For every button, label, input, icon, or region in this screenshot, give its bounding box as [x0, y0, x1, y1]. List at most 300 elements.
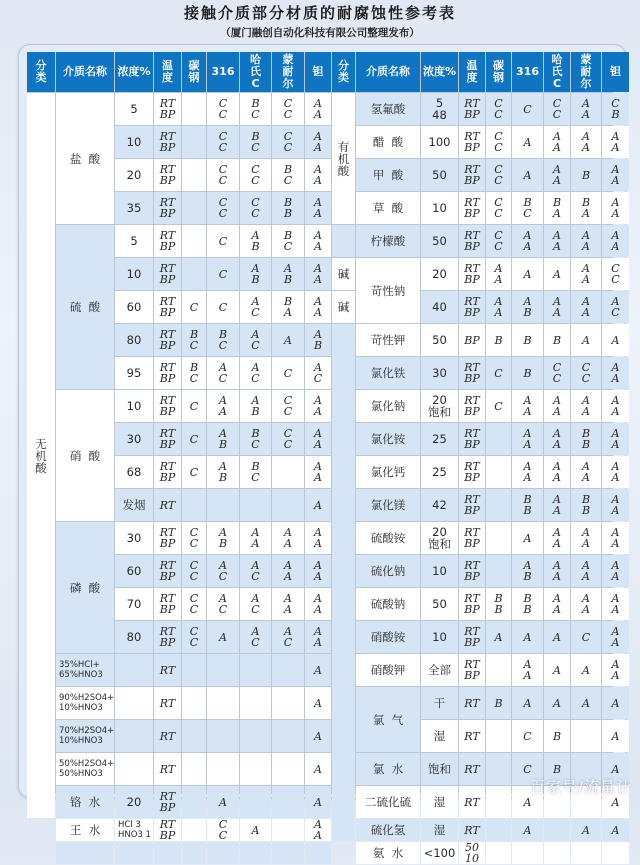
rating-cell: A A	[305, 456, 331, 488]
concentration-cell: 10	[115, 390, 153, 422]
rating-cell: B A	[571, 192, 601, 224]
rating-cell: C C	[486, 192, 511, 224]
concentration-cell: 20	[115, 159, 153, 191]
rating-cell	[486, 654, 511, 686]
rating-cell: RT	[154, 753, 181, 785]
rating-cell: A	[305, 687, 331, 719]
rating-cell: A C	[240, 357, 271, 389]
concentration-cell: 30	[421, 357, 458, 389]
rating-cell: RT BP	[459, 390, 485, 422]
medium-name: 盐 酸	[56, 93, 114, 224]
category-spacer	[332, 225, 355, 257]
rating-cell: A	[544, 654, 570, 686]
rating-cell: A C	[207, 588, 239, 620]
rating-cell: B B	[512, 489, 543, 521]
rating-cell: RT	[154, 489, 181, 521]
rating-cell: C C	[486, 126, 511, 158]
concentration-cell: 10	[115, 258, 153, 290]
rating-cell: C C	[272, 390, 304, 422]
left-header-cell: 哈 氏 C	[240, 52, 271, 92]
rating-cell: A A	[544, 522, 570, 554]
rating-cell: A	[544, 258, 570, 290]
rating-cell: A	[512, 786, 543, 818]
rating-cell: B C	[182, 324, 206, 356]
concentration-cell: 干	[421, 687, 458, 719]
rating-cell: RT BP	[154, 555, 181, 587]
rating-cell: C	[182, 291, 206, 323]
rating-cell: A	[571, 654, 601, 686]
rating-cell	[240, 753, 271, 785]
rating-cell: C C	[272, 93, 304, 125]
medium-name: 氯化铁	[356, 357, 420, 389]
left-header-cell: 蒙 耐 尔	[272, 52, 304, 92]
rating-cell: C C	[240, 159, 271, 191]
rating-cell: A A	[602, 456, 629, 488]
medium-name: 苛性钠	[356, 258, 420, 323]
rating-cell: RT	[154, 654, 181, 686]
concentration-cell: 68	[115, 456, 153, 488]
rating-cell: B B	[512, 588, 543, 620]
concentration-cell: 30	[115, 522, 153, 554]
rating-cell: A A	[272, 588, 304, 620]
concentration-cell: 5	[115, 93, 153, 125]
rating-cell: B C	[272, 225, 304, 257]
rating-cell	[182, 258, 206, 290]
rating-cell: BP	[459, 324, 485, 356]
concentration-cell: <100	[421, 842, 458, 864]
concentration-cell: 湿	[421, 720, 458, 752]
concentration-cell: 20	[421, 258, 458, 290]
rating-cell: C	[272, 357, 304, 389]
concentration-cell	[115, 842, 153, 864]
rating-cell	[486, 819, 511, 841]
left-header-cell: 温 度	[154, 52, 181, 92]
rating-cell: C C	[272, 126, 304, 158]
medium-name: 甲 酸	[356, 159, 420, 191]
medium-name: 草 酸	[356, 192, 420, 224]
rating-cell: A A	[602, 357, 629, 389]
rating-cell: C	[182, 456, 206, 488]
rating-cell: B C	[207, 324, 239, 356]
rating-cell: A A	[544, 489, 570, 521]
rating-cell: RT BP	[154, 126, 181, 158]
concentration-cell: 25	[421, 456, 458, 488]
rating-cell: A A	[512, 654, 543, 686]
rating-cell: A	[512, 159, 543, 191]
rating-cell: B B	[486, 588, 511, 620]
rating-cell: C	[571, 621, 601, 653]
category-spacer	[332, 324, 355, 841]
rating-cell: A A	[486, 258, 511, 290]
concentration-cell: 5	[115, 225, 153, 257]
rating-cell	[272, 687, 304, 719]
rating-cell: C C	[182, 588, 206, 620]
rating-cell: A A	[544, 555, 570, 587]
rating-cell: A A	[305, 159, 331, 191]
rating-cell: C B	[602, 93, 629, 125]
rating-cell	[486, 489, 511, 521]
medium-name	[56, 842, 114, 864]
rating-cell: RT	[459, 687, 485, 719]
rating-cell: B	[544, 324, 570, 356]
rating-cell	[272, 720, 304, 752]
rating-cell: C C	[486, 93, 511, 125]
category-alkali: 碱	[332, 258, 355, 290]
rating-cell	[544, 819, 570, 841]
rating-cell: RT BP	[459, 93, 485, 125]
rating-cell: A B	[207, 456, 239, 488]
rating-cell: A A	[544, 225, 570, 257]
rating-cell	[182, 126, 206, 158]
rating-cell: RT BP	[154, 456, 181, 488]
rating-cell	[272, 819, 304, 841]
medium-name: 王 水	[56, 819, 114, 841]
rating-cell: A C	[240, 588, 271, 620]
rating-cell: RT	[154, 687, 181, 719]
medium-name: 磷 酸	[56, 522, 114, 653]
rating-cell: A A	[305, 588, 331, 620]
rating-cell: A B	[240, 390, 271, 422]
rating-cell: A	[512, 522, 543, 554]
rating-cell	[272, 489, 304, 521]
rating-cell: B C	[512, 192, 543, 224]
rating-cell: RT BP	[154, 357, 181, 389]
rating-cell	[207, 687, 239, 719]
concentration-cell: 50	[421, 225, 458, 257]
rating-cell: B	[486, 687, 511, 719]
right-header-cell: 分 类	[332, 52, 355, 92]
rating-cell	[207, 842, 239, 864]
concentration-cell: 饱和	[421, 753, 458, 785]
rating-cell: B	[571, 159, 601, 191]
medium-name: 硫酸铵	[356, 522, 420, 554]
rating-cell	[182, 93, 206, 125]
right-header-cell: 蒙 耐 尔	[571, 52, 601, 92]
rating-cell: B B	[571, 489, 601, 521]
rating-cell: A A	[207, 390, 239, 422]
rating-cell: RT BP	[154, 390, 181, 422]
rating-cell	[602, 842, 629, 864]
rating-cell: B C	[240, 423, 271, 455]
concentration-cell: 60	[115, 555, 153, 587]
concentration-cell: 95	[115, 357, 153, 389]
rating-cell: RT BP	[154, 225, 181, 257]
rating-cell: A A	[305, 423, 331, 455]
rating-cell: C	[207, 258, 239, 290]
right-header-cell: 温 度	[459, 52, 485, 92]
rating-cell: A	[240, 819, 271, 841]
rating-cell: RT BP	[459, 126, 485, 158]
rating-cell: A	[602, 819, 629, 841]
page-subtitle: （厦门融创自动化科技有限公司整理发布）	[220, 27, 420, 39]
rating-cell: A A	[305, 126, 331, 158]
rating-cell: A B	[272, 258, 304, 290]
rating-cell: A C	[207, 555, 239, 587]
concentration-cell: 5 48	[421, 93, 458, 125]
rating-cell	[182, 687, 206, 719]
rating-cell: C C	[602, 258, 629, 290]
rating-cell	[240, 654, 271, 686]
rating-cell: RT BP	[154, 819, 181, 841]
medium-name: 氯化钙	[356, 456, 420, 488]
concentration-cell	[115, 753, 153, 785]
medium-name: 硫酸钠	[356, 588, 420, 620]
rating-cell: C	[486, 357, 511, 389]
rating-cell: B A	[272, 291, 304, 323]
rating-cell: A B	[512, 291, 543, 323]
rating-cell: RT BP	[154, 93, 181, 125]
rating-cell: A A	[571, 522, 601, 554]
rating-cell: RT	[459, 720, 485, 752]
concentration-cell: 80	[115, 324, 153, 356]
rating-cell	[486, 753, 511, 785]
rating-cell: C C	[182, 522, 206, 554]
left-header-cell: 分 类	[27, 52, 55, 92]
concentration-cell: 50	[421, 159, 458, 191]
rating-cell: A	[602, 687, 629, 719]
rating-cell	[182, 753, 206, 785]
rating-cell	[240, 489, 271, 521]
rating-cell: RT BP	[459, 159, 485, 191]
medium-name: 硫化氢	[356, 819, 420, 841]
rating-cell: B	[544, 720, 570, 752]
rating-cell: A A	[544, 390, 570, 422]
rating-cell: RT BP	[154, 192, 181, 224]
rating-cell: A A	[602, 192, 629, 224]
rating-cell	[207, 720, 239, 752]
rating-cell: B B	[272, 192, 304, 224]
rating-cell: A B	[240, 258, 271, 290]
rating-cell: RT BP	[459, 489, 485, 521]
rating-cell	[207, 654, 239, 686]
rating-cell: A A	[544, 126, 570, 158]
rating-cell	[182, 159, 206, 191]
rating-cell: A A	[602, 489, 629, 521]
rating-cell: A A	[602, 555, 629, 587]
rating-cell: RT BP	[154, 588, 181, 620]
rating-cell: A	[602, 324, 629, 356]
rating-cell: A A	[602, 522, 629, 554]
rating-cell: A C	[240, 324, 271, 356]
rating-cell: A C	[240, 555, 271, 587]
concentration-cell: 50	[421, 588, 458, 620]
rating-cell: A A	[305, 192, 331, 224]
rating-cell	[182, 819, 206, 841]
rating-cell: C	[512, 93, 543, 125]
rating-cell: A B	[240, 225, 271, 257]
right-header-cell: 碳 钢	[486, 52, 511, 92]
rating-cell: A A	[571, 126, 601, 158]
rating-cell: A A	[512, 225, 543, 257]
rating-cell: A A	[544, 291, 570, 323]
rating-cell: A	[544, 687, 570, 719]
left-header-cell: 316	[207, 52, 239, 92]
rating-cell: C C	[571, 357, 601, 389]
rating-cell: RT BP	[459, 423, 485, 455]
rating-cell: C C	[207, 93, 239, 125]
medium-name: 柠檬酸	[356, 225, 420, 257]
rating-cell: A	[486, 621, 511, 653]
concentration-cell: 湿	[421, 819, 458, 841]
rating-cell: B C	[240, 93, 271, 125]
rating-cell: A A	[571, 390, 601, 422]
rating-cell: A B	[305, 324, 331, 356]
rating-cell: B C	[272, 159, 304, 191]
rating-cell: RT BP	[459, 456, 485, 488]
rating-cell: A A	[512, 456, 543, 488]
rating-cell: A C	[602, 291, 629, 323]
medium-name: 90%H2SO4+ 10%HNO3	[56, 687, 114, 719]
category-organic-acid: 有 机 酸	[332, 93, 355, 224]
rating-cell: A	[305, 489, 331, 521]
rating-cell: A A	[602, 126, 629, 158]
category-inorganic-acid: 无 机 酸	[27, 93, 55, 818]
rating-cell: C C	[272, 423, 304, 455]
medium-name: 硫 酸	[56, 225, 114, 389]
right-header-cell: 316	[512, 52, 543, 92]
rating-cell: RT BP	[459, 621, 485, 653]
rating-cell: A A	[544, 456, 570, 488]
rating-cell: A	[512, 126, 543, 158]
concentration-cell: 10	[421, 555, 458, 587]
left-header-cell: 介质名称	[56, 52, 114, 92]
rating-cell: RT BP	[154, 621, 181, 653]
rating-cell: RT BP	[459, 588, 485, 620]
rating-cell: A C	[207, 357, 239, 389]
rating-cell: A B	[207, 522, 239, 554]
rating-cell: A A	[272, 522, 304, 554]
rating-cell	[240, 786, 271, 818]
rating-cell	[486, 842, 511, 864]
rating-cell	[154, 842, 181, 864]
rating-cell: A A	[240, 522, 271, 554]
rating-cell: A	[512, 621, 543, 653]
rating-cell: A	[512, 687, 543, 719]
rating-cell: C	[182, 390, 206, 422]
rating-cell: B	[486, 324, 511, 356]
rating-cell: A C	[240, 291, 271, 323]
rating-cell: A C	[305, 357, 331, 389]
rating-cell	[272, 654, 304, 686]
rating-cell: B C	[240, 126, 271, 158]
rating-cell: A A	[305, 225, 331, 257]
rating-cell	[486, 555, 511, 587]
medium-name: 硝酸铵	[356, 621, 420, 653]
concentration-cell: 20	[115, 786, 153, 818]
rating-cell	[182, 786, 206, 818]
right-header-cell: 钽	[602, 52, 629, 92]
rating-cell: RT BP	[459, 522, 485, 554]
rating-cell: C	[512, 720, 543, 752]
concentration-cell: 全部	[421, 654, 458, 686]
rating-cell: A	[512, 258, 543, 290]
rating-cell: A A	[512, 423, 543, 455]
rating-cell: A A	[602, 225, 629, 257]
medium-name: 氨 水	[356, 842, 420, 864]
rating-cell	[486, 786, 511, 818]
left-header-cell: 钽	[305, 52, 331, 92]
concentration-cell: 80	[115, 621, 153, 653]
rating-cell: A A	[602, 390, 629, 422]
left-header-cell: 浓度%	[115, 52, 153, 92]
rating-cell: A A	[602, 621, 629, 653]
concentration-cell: 30	[115, 423, 153, 455]
rating-cell: B	[512, 357, 543, 389]
concentration-cell	[115, 654, 153, 686]
rating-cell: A	[512, 819, 543, 841]
rating-cell: B C	[240, 456, 271, 488]
rating-cell: A A	[305, 555, 331, 587]
rating-cell: RT BP	[459, 258, 485, 290]
concentration-cell: 50	[421, 324, 458, 356]
rating-cell: A A	[544, 423, 570, 455]
rating-cell: 50 10	[459, 842, 485, 864]
concentration-cell: 20 饱和	[421, 522, 458, 554]
concentration-cell	[115, 720, 153, 752]
rating-cell: A A	[544, 588, 570, 620]
rating-cell: A A	[602, 654, 629, 686]
rating-cell	[240, 720, 271, 752]
rating-cell	[486, 720, 511, 752]
rating-cell: A	[571, 324, 601, 356]
rating-cell: RT BP	[154, 423, 181, 455]
medium-name: 氯 气	[356, 687, 420, 752]
medium-name: 硝 酸	[56, 390, 114, 521]
rating-cell: A A	[305, 819, 331, 841]
medium-name: 70%H2SO4+ 10%HNO3	[56, 720, 114, 752]
concentration-cell: 35	[115, 192, 153, 224]
concentration-cell: 发烟	[115, 489, 153, 521]
rating-cell: A C	[240, 621, 271, 653]
medium-name: 氯化钠	[356, 390, 420, 422]
concentration-cell: 100	[421, 126, 458, 158]
rating-cell	[571, 842, 601, 864]
rating-cell	[544, 842, 570, 864]
rating-cell: A A	[305, 390, 331, 422]
corrosion-table	[27, 52, 621, 865]
medium-name: 50%H2SO4+ 50%HNO3	[56, 753, 114, 785]
rating-cell	[240, 687, 271, 719]
rating-cell: A A	[602, 588, 629, 620]
concentration-cell	[115, 687, 153, 719]
rating-cell	[272, 456, 304, 488]
rating-cell: RT BP	[459, 192, 485, 224]
concentration-cell: 20 饱和	[421, 390, 458, 422]
rating-cell: A	[571, 687, 601, 719]
right-header-cell: 介质名称	[356, 52, 420, 92]
rating-cell: A A	[486, 291, 511, 323]
rating-cell	[207, 489, 239, 521]
rating-cell: B	[512, 324, 543, 356]
rating-cell: A A	[305, 258, 331, 290]
concentration-cell: 42	[421, 489, 458, 521]
rating-cell: RT	[459, 753, 485, 785]
rating-cell: A	[305, 654, 331, 686]
concentration-cell: 10	[421, 621, 458, 653]
medium-name: 氢氟酸	[356, 93, 420, 125]
rating-cell: RT BP	[459, 654, 485, 686]
rating-cell: RT BP	[459, 225, 485, 257]
rating-cell: A A	[571, 555, 601, 587]
rating-cell	[182, 842, 206, 864]
medium-name: 硫化钠	[356, 555, 420, 587]
rating-cell: A B	[512, 555, 543, 587]
left-header-cell: 碳 钢	[182, 52, 206, 92]
rating-cell: RT BP	[459, 357, 485, 389]
rating-cell: A	[571, 819, 601, 841]
rating-cell: A B	[207, 423, 239, 455]
rating-cell: RT	[154, 720, 181, 752]
